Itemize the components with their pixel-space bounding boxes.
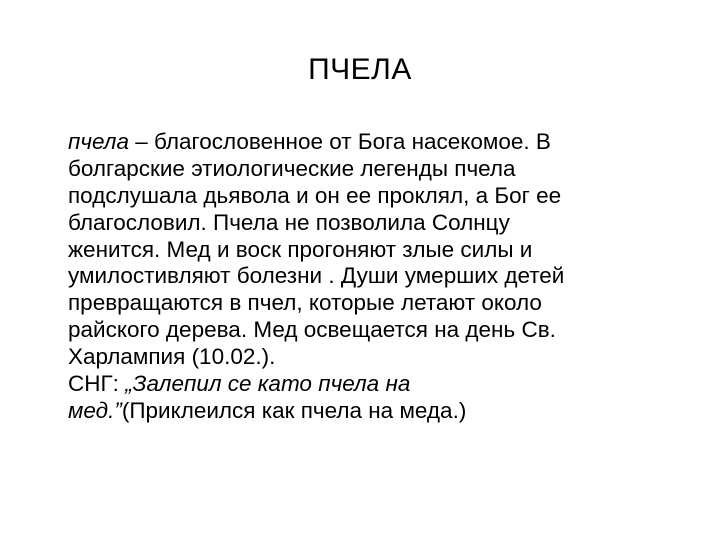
line-text: (Приклеился как пчела на меда.)	[121, 397, 467, 423]
quote-italic: мед.”	[68, 397, 122, 423]
body-line-4: благословил. Пчела не позволила Солнцу	[68, 209, 510, 235]
term-italic: пчела	[68, 129, 129, 154]
slide-title: ПЧЕЛА	[308, 53, 412, 86]
quote-italic: „Залепил се като пчела на	[125, 371, 411, 397]
line-text: СНГ:	[68, 371, 126, 397]
body-line-8: райского дерева. Мед освещается на день Св.	[68, 317, 556, 343]
line-text: – благословенное от Бога насекомое. В	[129, 129, 551, 154]
slide-body	[68, 129, 698, 425]
body-line-7: превращаются в пчел, которые летают около	[68, 290, 542, 316]
body-line-2: болгарские этиологические легенды пчела	[68, 155, 516, 181]
body-line-9: Харлампия (10.02.).	[68, 344, 276, 370]
body-line-5: женится. Мед и воск прогоняют злые силы и	[68, 236, 533, 262]
body-line-11	[68, 398, 698, 425]
body-line-3: подслушала дьявола и он ее проклял, а Бог ее	[68, 182, 562, 208]
body-line-1	[68, 129, 698, 156]
body-line-10	[68, 371, 698, 398]
body-line-6: умилостивляют болезни . Души умерших детей	[68, 263, 565, 289]
